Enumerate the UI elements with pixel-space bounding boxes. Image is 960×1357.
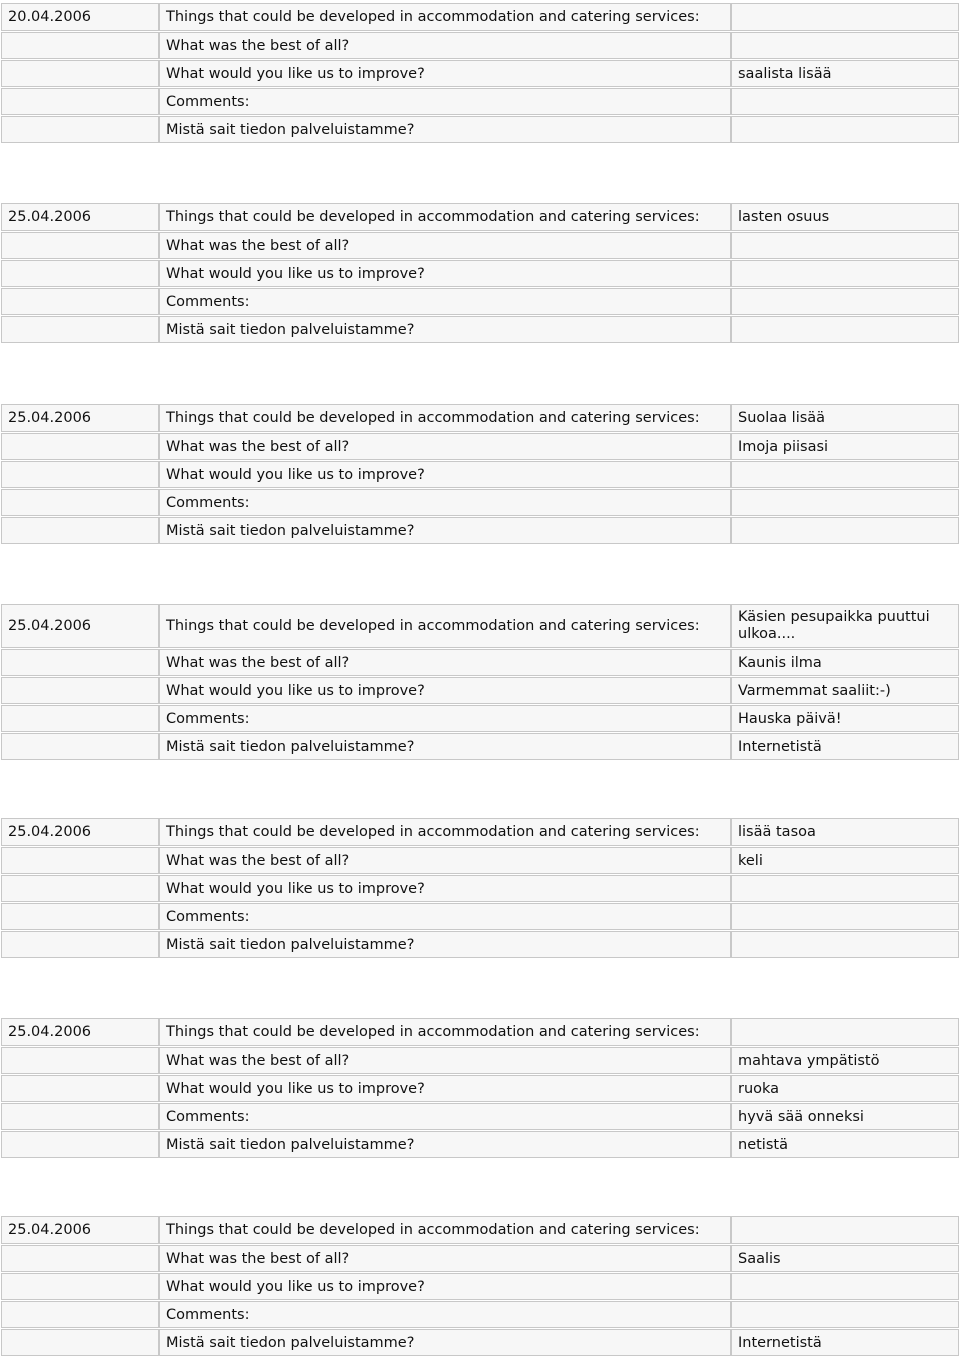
empty-cell <box>1 461 159 488</box>
table-row <box>0 676 960 704</box>
empty-cell <box>1 847 159 874</box>
question-best: What was the best of all? <box>159 433 731 460</box>
question-source: Mistä sait tiedon palveluistamme? <box>159 1329 731 1356</box>
question-improve: What would you like us to improve? <box>159 875 731 902</box>
question-source: Mistä sait tiedon palveluistamme? <box>159 316 731 343</box>
empty-cell <box>1 1075 159 1102</box>
answer-improve <box>731 875 959 902</box>
answer-source: netistä <box>731 1131 959 1158</box>
answer-improve: Varmemmat saaliit:-) <box>731 677 959 704</box>
answer-develop: Käsien pesupaikka puuttui ulkoa.... <box>731 604 959 648</box>
entry-date: 25.04.2006 <box>1 203 159 231</box>
question-develop: Things that could be developed in accommodation and catering services: <box>159 1018 731 1046</box>
entry-date: 25.04.2006 <box>1 604 159 648</box>
empty-cell <box>1 288 159 315</box>
question-develop: Things that could be developed in accommodation and catering services: <box>159 203 731 231</box>
question-develop: Things that could be developed in accommodation and catering services: <box>159 1216 731 1244</box>
answer-comments <box>731 88 959 115</box>
question-best: What was the best of all? <box>159 1245 731 1272</box>
question-improve: What would you like us to improve? <box>159 1273 731 1300</box>
empty-cell <box>1 1103 159 1130</box>
table-row <box>0 203 960 231</box>
question-comments: Comments: <box>159 489 731 516</box>
question-comments: Comments: <box>159 705 731 732</box>
table-row <box>0 287 960 315</box>
question-comments: Comments: <box>159 88 731 115</box>
feedback-entry <box>0 604 960 760</box>
empty-cell <box>1 649 159 676</box>
table-row <box>0 732 960 760</box>
table-row <box>0 604 960 648</box>
answer-best: Imoja piisasi <box>731 433 959 460</box>
question-source: Mistä sait tiedon palveluistamme? <box>159 733 731 760</box>
table-row <box>0 404 960 432</box>
table-row <box>0 1046 960 1074</box>
table-row <box>0 902 960 930</box>
answer-develop: Suolaa lisää <box>731 404 959 432</box>
empty-cell <box>1 60 159 87</box>
table-row <box>0 1300 960 1328</box>
answer-improve <box>731 1273 959 1300</box>
answer-best: keli <box>731 847 959 874</box>
question-develop: Things that could be developed in accommodation and catering services: <box>159 818 731 846</box>
empty-cell <box>1 260 159 287</box>
table-row <box>0 115 960 143</box>
empty-cell <box>1 489 159 516</box>
answer-comments <box>731 288 959 315</box>
empty-cell <box>1 1273 159 1300</box>
question-best: What was the best of all? <box>159 32 731 59</box>
table-row <box>0 87 960 115</box>
answer-source: Internetistä <box>731 1329 959 1356</box>
empty-cell <box>1 232 159 259</box>
empty-cell <box>1 116 159 143</box>
entry-date: 25.04.2006 <box>1 818 159 846</box>
question-best: What was the best of all? <box>159 649 731 676</box>
question-source: Mistä sait tiedon palveluistamme? <box>159 116 731 143</box>
answer-develop <box>731 1018 959 1046</box>
empty-cell <box>1 1329 159 1356</box>
entry-date: 25.04.2006 <box>1 1216 159 1244</box>
feedback-entry <box>0 1018 960 1158</box>
answer-source <box>731 116 959 143</box>
table-row <box>0 874 960 902</box>
answer-improve <box>731 461 959 488</box>
empty-cell <box>1 316 159 343</box>
question-comments: Comments: <box>159 1103 731 1130</box>
entry-date: 20.04.2006 <box>1 3 159 31</box>
empty-cell <box>1 931 159 958</box>
answer-develop <box>731 1216 959 1244</box>
table-row <box>0 1216 960 1244</box>
answer-improve: ruoka <box>731 1075 959 1102</box>
empty-cell <box>1 433 159 460</box>
feedback-entry <box>0 203 960 343</box>
question-comments: Comments: <box>159 1301 731 1328</box>
question-best: What was the best of all? <box>159 1047 731 1074</box>
answer-comments: Hauska päivä! <box>731 705 959 732</box>
table-row <box>0 648 960 676</box>
empty-cell <box>1 1245 159 1272</box>
answer-develop <box>731 3 959 31</box>
question-develop: Things that could be developed in accommodation and catering services: <box>159 604 731 648</box>
question-source: Mistä sait tiedon palveluistamme? <box>159 1131 731 1158</box>
table-row <box>0 31 960 59</box>
table-row <box>0 488 960 516</box>
table-row <box>0 1328 960 1356</box>
feedback-entry <box>0 818 960 958</box>
question-improve: What would you like us to improve? <box>159 461 731 488</box>
answer-best: mahtava ympätistö <box>731 1047 959 1074</box>
answer-source: Internetistä <box>731 733 959 760</box>
question-develop: Things that could be developed in accommodation and catering services: <box>159 3 731 31</box>
question-source: Mistä sait tiedon palveluistamme? <box>159 931 731 958</box>
empty-cell <box>1 903 159 930</box>
question-improve: What would you like us to improve? <box>159 1075 731 1102</box>
entry-date: 25.04.2006 <box>1 404 159 432</box>
answer-comments <box>731 1301 959 1328</box>
empty-cell <box>1 705 159 732</box>
empty-cell <box>1 1131 159 1158</box>
answer-comments <box>731 489 959 516</box>
table-row <box>0 432 960 460</box>
question-comments: Comments: <box>159 903 731 930</box>
entry-date: 25.04.2006 <box>1 1018 159 1046</box>
empty-cell <box>1 1301 159 1328</box>
table-row <box>0 3 960 31</box>
answer-best: Saalis <box>731 1245 959 1272</box>
answer-develop: lasten osuus <box>731 203 959 231</box>
table-row <box>0 315 960 343</box>
answer-best <box>731 232 959 259</box>
table-row <box>0 1272 960 1300</box>
question-improve: What would you like us to improve? <box>159 677 731 704</box>
table-row <box>0 231 960 259</box>
table-row <box>0 818 960 846</box>
table-row <box>0 259 960 287</box>
question-improve: What would you like us to improve? <box>159 260 731 287</box>
answer-improve: saalista lisää <box>731 60 959 87</box>
table-row <box>0 1244 960 1272</box>
empty-cell <box>1 88 159 115</box>
table-row <box>0 1018 960 1046</box>
question-best: What was the best of all? <box>159 232 731 259</box>
table-row <box>0 460 960 488</box>
table-row <box>0 1102 960 1130</box>
table-row <box>0 1130 960 1158</box>
feedback-entry <box>0 404 960 544</box>
table-row <box>0 59 960 87</box>
empty-cell <box>1 1047 159 1074</box>
answer-develop: lisää tasoa <box>731 818 959 846</box>
answer-source <box>731 517 959 544</box>
answer-comments: hyvä sää onneksi <box>731 1103 959 1130</box>
question-develop: Things that could be developed in accommodation and catering services: <box>159 404 731 432</box>
question-improve: What would you like us to improve? <box>159 60 731 87</box>
question-comments: Comments: <box>159 288 731 315</box>
empty-cell <box>1 517 159 544</box>
answer-improve <box>731 260 959 287</box>
table-row <box>0 704 960 732</box>
feedback-entry <box>0 1216 960 1356</box>
empty-cell <box>1 677 159 704</box>
table-row <box>0 846 960 874</box>
answer-source <box>731 931 959 958</box>
feedback-entry <box>0 3 960 143</box>
table-row <box>0 930 960 958</box>
question-source: Mistä sait tiedon palveluistamme? <box>159 517 731 544</box>
empty-cell <box>1 875 159 902</box>
empty-cell <box>1 733 159 760</box>
answer-source <box>731 316 959 343</box>
table-row <box>0 1074 960 1102</box>
answer-best: Kaunis ilma <box>731 649 959 676</box>
table-row <box>0 516 960 544</box>
answer-best <box>731 32 959 59</box>
empty-cell <box>1 32 159 59</box>
question-best: What was the best of all? <box>159 847 731 874</box>
answer-comments <box>731 903 959 930</box>
